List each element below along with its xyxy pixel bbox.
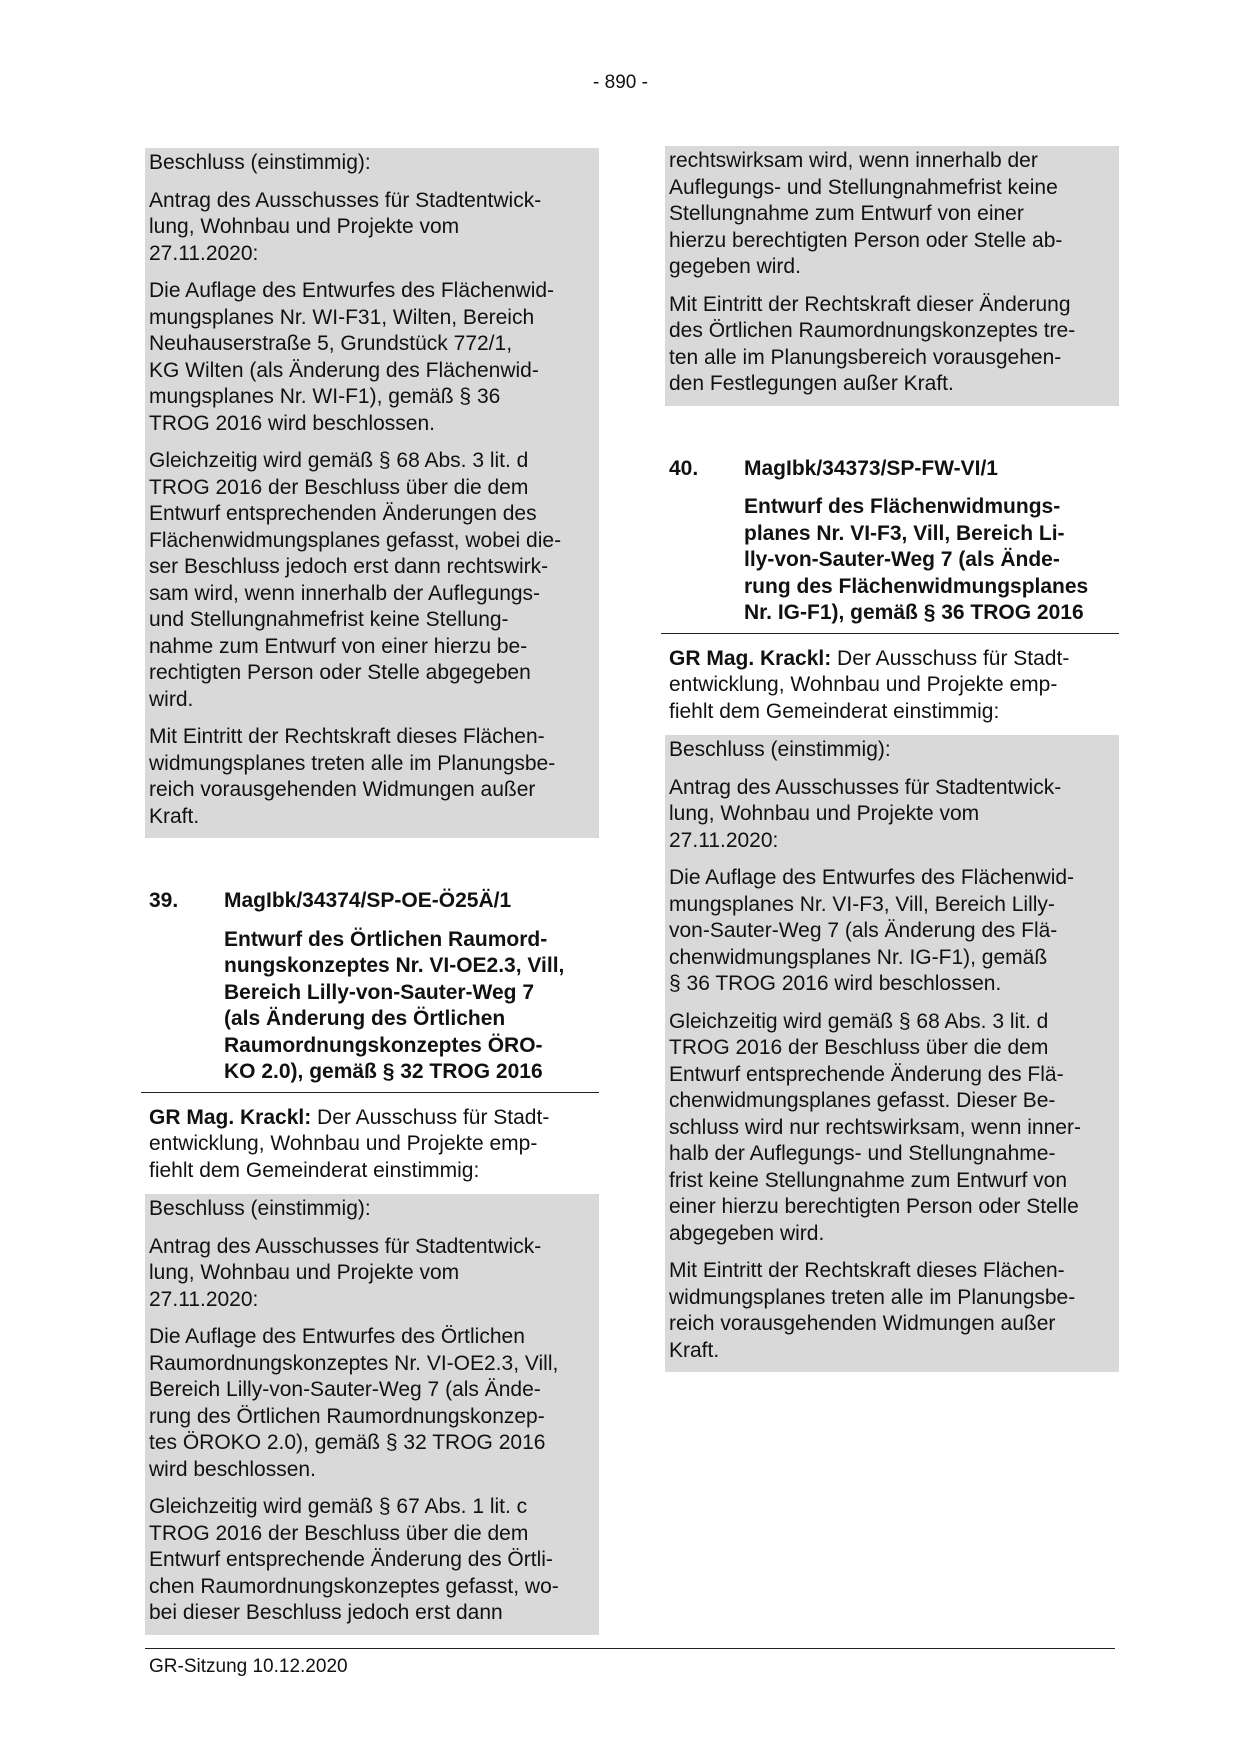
agenda-item-code: MagIbk/34374/SP-OE-Ö25Ä/1 bbox=[224, 889, 512, 912]
motion-text: Antrag des Ausschusses für Stadtentwick- lung, Wohnbau und Projekte vom 27.11.2020: bbox=[669, 775, 1062, 852]
left-column bbox=[145, 148, 599, 1635]
resolution-paragraph: Gleichzeitig wird gemäß § 67 Abs. 1 lit. c TROG 2016 der Beschluss über die dem Entwurf entsprechende Änderung des Örtli- chen Raumordnungskonzeptes gefasst, wo- bei dieser Beschluss jedoch erst dann bbox=[149, 1495, 559, 1624]
speaker-name: GR Mag. Krackl: bbox=[669, 646, 832, 670]
resolution-paragraph: Die Auflage des Entwurfes des Örtlichen Raumordnungskonzeptes Nr. VI-OE2.3, Vill, Bereich Lilly-von-Sauter-Weg 7 (als Ände- rung des Örtlichen Raumordnungskonzep- tes ÖROKO 2.0), gemäß § 32 TROG 2016 wird beschlossen. bbox=[149, 1325, 559, 1481]
footer-divider bbox=[145, 1648, 1115, 1649]
right-column bbox=[665, 146, 1119, 1372]
agenda-item-title: Entwurf des Örtlichen Raumord- nungskonzeptes Nr. VI-OE2.3, Vill, Bereich Lilly-von-Sauter-Weg 7 (als Änderung des Örtlichen Raumordnungskonzeptes ÖRO- KO 2.0), gemäß § 32 TROG 2016 bbox=[141, 927, 599, 1093]
resolution-paragraph: Mit Eintritt der Rechtskraft dieser Änderung des Örtlichen Raumordnungskonzeptes tre- ten alle im Planungsbereich vorausgehen- den Festlegungen außer Kraft. bbox=[669, 292, 1076, 395]
resolution-paragraph: Gleichzeitig wird gemäß § 68 Abs. 3 lit. d TROG 2016 der Beschluss über die dem Entwurf entsprechenden Änderungen des Flächenwidmungsplanes gefasst, wobei die- ser Beschluss jedoch erst dann rechtswirk- sam wird, wenn innerhalb der Auflegungs- und Stellungnahmefrist keine Stellung- nahme zum Entwurf von einer hierzu be- rechtigten Person oder Stelle abgegeben wird. bbox=[149, 449, 562, 711]
footer-session: GR-Sitzung 10.12.2020 bbox=[149, 1656, 348, 1677]
agenda-item-title: Entwurf des Flächenwidmungs- planes Nr. VI-F3, Vill, Bereich Li- lly-von-Sauter-Weg 7 (als Ände- rung des Flächenwidmungsplanes Nr. IG-F1), gemäß § 36 TROG 2016 bbox=[661, 494, 1119, 634]
motion-text: Antrag des Ausschusses für Stadtentwick- lung, Wohnbau und Projekte vom 27.11.2020: bbox=[149, 1234, 542, 1311]
speaker-text: Der Ausschuss für Stadt- entwicklung, Wohnbau und Projekte emp- fiehlt dem Gemeinderat einstimmig: bbox=[669, 646, 1070, 723]
resolution-block-left-1 bbox=[145, 148, 599, 838]
speaker-name: GR Mag. Krackl: bbox=[149, 1105, 312, 1129]
agenda-item-number: 39. bbox=[149, 889, 179, 912]
resolution-paragraph: Die Auflage des Entwurfes des Flächenwid- mungsplanes Nr. WI-F31, Wilten, Bereich Neuhauserstraße 5, Grundstück 772/1, KG Wilten (als Änderung des Flächenwid- mungsplanes Nr. WI-F1), gemäß § 36 TROG 2016 wird beschlossen. bbox=[149, 279, 555, 435]
motion-text: Antrag des Ausschusses für Stadtentwick- lung, Wohnbau und Projekte vom 27.11.2020: bbox=[149, 188, 542, 265]
agenda-item-code: MagIbk/34373/SP-FW-VI/1 bbox=[744, 456, 998, 480]
resolution-block-right-1 bbox=[665, 146, 1119, 406]
resolution-paragraph: rechtswirksam wird, wenn innerhalb der Auflegungs- und Stellungnahmefrist keine Stellungnahme zum Entwurf von einer hierzu berechtigten Person oder Stelle ab- gegeben wird. bbox=[669, 149, 1063, 278]
agenda-item-39-header bbox=[145, 888, 599, 915]
resolution-paragraph: Gleichzeitig wird gemäß § 68 Abs. 3 lit. d TROG 2016 der Beschluss über die dem Entwurf entsprechende Änderung des Flä- chenwidmungsplanes gefasst. Dieser Be- schluss wird nur rechtswirksam, wenn inner- halb der Auflegungs- und Stellungnahme- frist keine Stellungnahme zum Entwurf von einer hierzu berechtigten Person oder Stelle abgegeben wird. bbox=[669, 1009, 1081, 1245]
resolution-paragraph: Mit Eintritt der Rechtskraft dieses Flächen- widmungsplanes treten alle im Planungsbe- reich vorausgehenden Widmungen außer Kraft. bbox=[669, 1259, 1076, 1362]
resolution-paragraph: Die Auflage des Entwurfes des Flächenwid- mungsplanes Nr. VI-F3, Vill, Bereich Lilly- von-Sauter-Weg 7 (als Änderung des Flä- chenwidmungsplanes Nr. IG-F1), gemäß § 36 TROG 2016 wird beschlossen. bbox=[669, 866, 1075, 995]
resolution-paragraph: Mit Eintritt der Rechtskraft dieses Flächen- widmungsplanes treten alle im Planungsbe- reich vorausgehenden Widmungen außer Kraft. bbox=[149, 725, 556, 828]
resolution-block-right-2 bbox=[665, 735, 1119, 1372]
page-number: - 890 - bbox=[593, 72, 648, 93]
speaker-statement bbox=[669, 646, 1115, 726]
agenda-item-number: 40. bbox=[669, 456, 699, 480]
speaker-text: Der Ausschuss für Stadt- entwicklung, Wohnbau und Projekte emp- fiehlt dem Gemeinderat einstimmig: bbox=[149, 1105, 550, 1182]
speaker-statement bbox=[149, 1105, 595, 1185]
agenda-item-40-header bbox=[665, 456, 1119, 483]
resolution-heading: Beschluss (einstimmig): bbox=[149, 1197, 371, 1220]
resolution-block-left-2 bbox=[145, 1194, 599, 1635]
resolution-heading: Beschluss (einstimmig): bbox=[149, 151, 371, 174]
resolution-heading: Beschluss (einstimmig): bbox=[669, 738, 891, 761]
